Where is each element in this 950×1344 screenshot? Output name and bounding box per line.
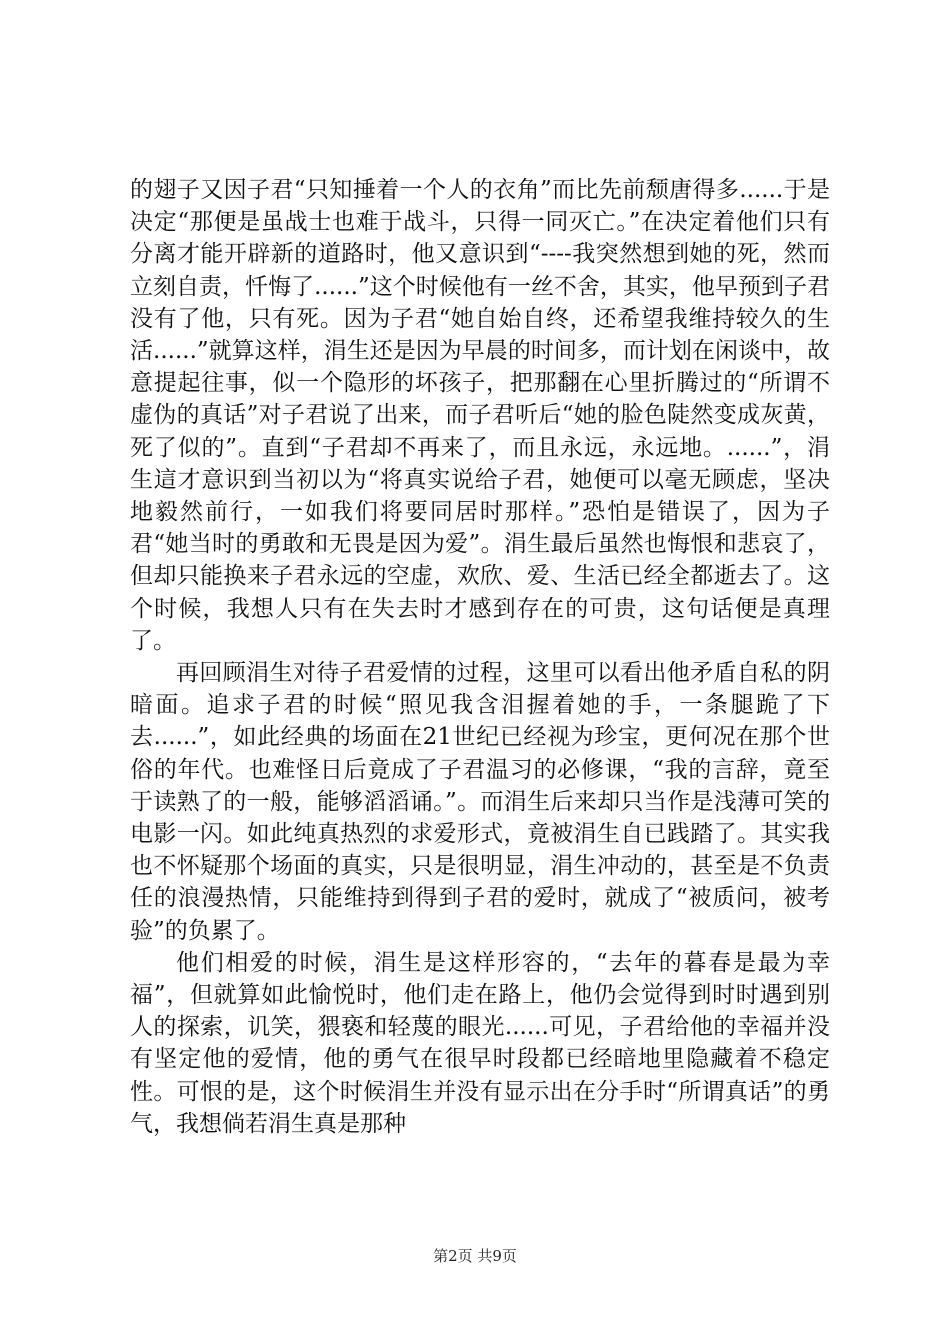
body-paragraph-1: 的翅子又因子君“只知捶着一个人的衣角”而比先前颓唐得多......于是决定“那便是虽战士也难于战斗，只得一同灭亡。”在决定着他们只有分离才能开辟新的道路时，他又意识到“----我突然想到她的死，然而立刻自责，忏悔了......”这个时候他有一丝不舍，其实，他早预到子君没有了他，只有死。因为子君“她自始自终，还希望我维持较久的生活......”就算这样，涓生还是因为早晨的时间多，而计划在闲谈中，故意提起往事，似一个隐形的坏孩子，把那翻在心里折腾过的“所谓不虚伪的真话”对子君说了出来，而子君听后“她的脸色陡然变成灰黄，死了似的”。直到“子君却不再来了，而且永远，永远地。......”，涓生這才意识到当初以为“将真实说给子君，她便可以毫无顾虑，坚决地毅然前行，一如我们将要同居时那样。”恐怕是错误了，因为子君“她当时的勇敢和无畏是因为爱”。涓生最后虽然也悔恨和悲哀了，但却只能换来子君永远的空虚，欢欣、爱、生活已经全都逝去了。这个时候，我想人只有在失去时才感到存在的可贵，这句话便是真理了。 — [130, 177, 830, 654]
body-paragraph-3: 他们相爱的时候，涓生是这样形容的，“去年的暮春是最为幸福”，但就算如此愉悦时，他们走在路上，他仍会觉得到时时遇到别人的探索，讥笑，猥亵和轻蔑的眼光......可见，子君给他的幸福并没有坚定他的爱情，他的勇气在很早时段都已经暗地里隐藏着不稳定性。可恨的是，这个时候涓生并没有显示出在分手时“所谓真话”的勇气，我想倘若涓生真是那种 — [130, 949, 830, 1137]
page-number-footer: 第2页 共9页 — [433, 1247, 517, 1265]
body-paragraph-2: 再回顾涓生对待子君爱情的过程，这里可以看出他矛盾自私的阴暗面。追求子君的时候“照见我含泪握着她的手，一条腿跪了下去......”，如此经典的场面在21世纪已经视为珍宝，更何况在那个世俗的年代。也难怪日后竟成了子君温习的必修课，“我的言辞，竟至于读熟了的一般，能够滔滔诵。”。而涓生后来却只当作是浅薄可笑的电影一闪。如此纯真热烈的求爱形式，竟被涓生自已践踏了。其实我也不怀疑那个场面的真实，只是很明显，涓生冲动的，甚至是不负责任的浪漫热情，只能维持到得到子君的爱时，就成了“被质问，被考验”的负累了。 — [130, 660, 830, 944]
document-body — [130, 174, 830, 1140]
